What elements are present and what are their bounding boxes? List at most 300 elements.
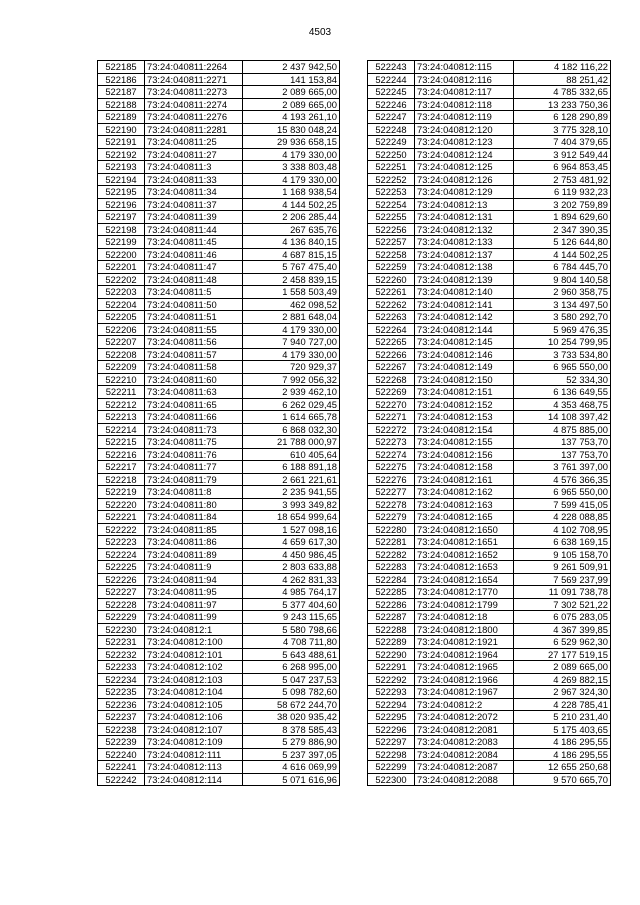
table-row bbox=[98, 686, 340, 699]
cadastral-value: 4 985 764,17 bbox=[243, 586, 340, 599]
row-number: 522255 bbox=[368, 211, 415, 224]
table-row bbox=[368, 198, 611, 211]
table-row bbox=[98, 561, 340, 574]
row-number: 522199 bbox=[98, 236, 145, 249]
cadastral-value: 4 228 088,85 bbox=[514, 511, 611, 524]
table-row bbox=[368, 748, 611, 761]
row-number: 522273 bbox=[368, 436, 415, 449]
cadastral-number: 73:24:040811:76 bbox=[145, 448, 243, 461]
cadastral-value: 2 458 839,15 bbox=[243, 273, 340, 286]
table-row bbox=[368, 623, 611, 636]
cadastral-value: 7 404 379,65 bbox=[514, 136, 611, 149]
table-row bbox=[368, 261, 611, 274]
table-row bbox=[368, 323, 611, 336]
row-number: 522271 bbox=[368, 411, 415, 424]
cadastral-value: 27 177 519,15 bbox=[514, 648, 611, 661]
table-row bbox=[368, 161, 611, 174]
row-number: 522290 bbox=[368, 648, 415, 661]
cadastral-value: 6 119 932,23 bbox=[514, 186, 611, 199]
table-row bbox=[98, 511, 340, 524]
cadastral-value: 3 912 549,44 bbox=[514, 148, 611, 161]
table-row bbox=[98, 136, 340, 149]
cadastral-value: 9 804 140,58 bbox=[514, 273, 611, 286]
cadastral-number: 73:24:040811:9 bbox=[145, 561, 243, 574]
cadastral-value: 5 047 237,53 bbox=[243, 673, 340, 686]
row-number: 522226 bbox=[98, 573, 145, 586]
cadastral-number: 73:24:040812:1966 bbox=[415, 673, 514, 686]
row-number: 522291 bbox=[368, 661, 415, 674]
cadastral-number: 73:24:040812:119 bbox=[415, 111, 514, 124]
row-number: 522288 bbox=[368, 623, 415, 636]
cadastral-value: 2 803 633,88 bbox=[243, 561, 340, 574]
cadastral-value: 4 450 986,45 bbox=[243, 548, 340, 561]
table-row bbox=[98, 723, 340, 736]
row-number: 522200 bbox=[98, 248, 145, 261]
cadastral-value: 6 964 853,45 bbox=[514, 161, 611, 174]
row-number: 522220 bbox=[98, 498, 145, 511]
row-number: 522276 bbox=[368, 473, 415, 486]
row-number: 522286 bbox=[368, 598, 415, 611]
cadastral-number: 73:24:040812:2083 bbox=[415, 736, 514, 749]
cadastral-value: 4 186 295,55 bbox=[514, 748, 611, 761]
row-number: 522298 bbox=[368, 748, 415, 761]
cadastral-number: 73:24:040811:84 bbox=[145, 511, 243, 524]
cadastral-number: 73:24:040812:152 bbox=[415, 398, 514, 411]
cadastral-value: 141 153,84 bbox=[243, 73, 340, 86]
table-row bbox=[98, 461, 340, 474]
cadastral-number: 73:24:040812:141 bbox=[415, 298, 514, 311]
row-number: 522187 bbox=[98, 86, 145, 99]
row-number: 522195 bbox=[98, 186, 145, 199]
cadastral-number: 73:24:040812:138 bbox=[415, 261, 514, 274]
cadastral-value: 4 144 502,25 bbox=[243, 198, 340, 211]
cadastral-number: 73:24:040811:60 bbox=[145, 373, 243, 386]
table-row bbox=[98, 773, 340, 786]
cadastral-value: 9 105 158,70 bbox=[514, 548, 611, 561]
table-row bbox=[98, 211, 340, 224]
row-number: 522269 bbox=[368, 386, 415, 399]
cadastral-value: 4 269 882,15 bbox=[514, 673, 611, 686]
cadastral-number: 73:24:040811:39 bbox=[145, 211, 243, 224]
row-number: 522206 bbox=[98, 323, 145, 336]
cadastral-number: 73:24:040812:100 bbox=[145, 636, 243, 649]
table-row bbox=[98, 361, 340, 374]
table-row bbox=[368, 486, 611, 499]
row-number: 522243 bbox=[368, 61, 415, 74]
cadastral-value: 38 020 935,42 bbox=[243, 711, 340, 724]
row-number: 522213 bbox=[98, 411, 145, 424]
table-row bbox=[98, 373, 340, 386]
cadastral-value: 6 188 891,18 bbox=[243, 461, 340, 474]
row-number: 522265 bbox=[368, 336, 415, 349]
table-row bbox=[368, 711, 611, 724]
cadastral-value: 6 784 445,70 bbox=[514, 261, 611, 274]
row-number: 522225 bbox=[98, 561, 145, 574]
table-row bbox=[98, 423, 340, 436]
cadastral-value: 2 089 665,00 bbox=[243, 98, 340, 111]
cadastral-number: 73:24:040811:50 bbox=[145, 298, 243, 311]
row-number: 522228 bbox=[98, 598, 145, 611]
cadastral-number: 73:24:040812:145 bbox=[415, 336, 514, 349]
table-row bbox=[98, 736, 340, 749]
table-row bbox=[368, 448, 611, 461]
table-row bbox=[98, 698, 340, 711]
row-number: 522218 bbox=[98, 473, 145, 486]
row-number: 522205 bbox=[98, 311, 145, 324]
cadastral-value: 3 338 803,48 bbox=[243, 161, 340, 174]
cadastral-value: 9 261 509,91 bbox=[514, 561, 611, 574]
row-number: 522190 bbox=[98, 123, 145, 136]
table-row bbox=[368, 736, 611, 749]
row-number: 522287 bbox=[368, 611, 415, 624]
row-number: 522193 bbox=[98, 161, 145, 174]
table-row bbox=[98, 286, 340, 299]
table-row bbox=[98, 161, 340, 174]
cadastral-number: 73:24:040811:27 bbox=[145, 148, 243, 161]
table-row bbox=[368, 686, 611, 699]
cadastral-number: 73:24:040811:2264 bbox=[145, 61, 243, 74]
cadastral-number: 73:24:040812:2081 bbox=[415, 723, 514, 736]
cadastral-number: 73:24:040812:116 bbox=[415, 73, 514, 86]
cadastral-value: 4 875 885,00 bbox=[514, 423, 611, 436]
cadastral-number: 73:24:040811:3 bbox=[145, 161, 243, 174]
cadastral-number: 73:24:040811:8 bbox=[145, 486, 243, 499]
table-row bbox=[98, 673, 340, 686]
table-row bbox=[98, 123, 340, 136]
table-row bbox=[98, 86, 340, 99]
table-row bbox=[368, 386, 611, 399]
cadastral-value: 5 279 886,90 bbox=[243, 736, 340, 749]
row-number: 522240 bbox=[98, 748, 145, 761]
row-number: 522185 bbox=[98, 61, 145, 74]
table-row bbox=[368, 148, 611, 161]
cadastral-value: 9 570 665,70 bbox=[514, 773, 611, 786]
table-row bbox=[368, 248, 611, 261]
cadastral-value: 2 939 462,10 bbox=[243, 386, 340, 399]
row-number: 522249 bbox=[368, 136, 415, 149]
table-row bbox=[98, 661, 340, 674]
cadastral-value: 5 175 403,65 bbox=[514, 723, 611, 736]
cadastral-value: 4 367 399,85 bbox=[514, 623, 611, 636]
row-number: 522212 bbox=[98, 398, 145, 411]
cadastral-value: 7 569 237,99 bbox=[514, 573, 611, 586]
cadastral-number: 73:24:040812:129 bbox=[415, 186, 514, 199]
table-row bbox=[98, 398, 340, 411]
cadastral-number: 73:24:040811:58 bbox=[145, 361, 243, 374]
row-number: 522231 bbox=[98, 636, 145, 649]
cadastral-value: 5 643 488,61 bbox=[243, 648, 340, 661]
cadastral-value: 7 302 521,22 bbox=[514, 598, 611, 611]
row-number: 522262 bbox=[368, 298, 415, 311]
cadastral-number: 73:24:040811:46 bbox=[145, 248, 243, 261]
cadastral-value: 5 969 476,35 bbox=[514, 323, 611, 336]
table-row bbox=[98, 548, 340, 561]
cadastral-number: 73:24:040812:125 bbox=[415, 161, 514, 174]
table-row bbox=[368, 536, 611, 549]
row-number: 522263 bbox=[368, 311, 415, 324]
cadastral-value: 7 940 727,00 bbox=[243, 336, 340, 349]
cadastral-number: 73:24:040812:118 bbox=[415, 98, 514, 111]
cadastral-value: 2 960 358,75 bbox=[514, 286, 611, 299]
cadastral-number: 73:24:040811:51 bbox=[145, 311, 243, 324]
cadastral-number: 73:24:040812:149 bbox=[415, 361, 514, 374]
cadastral-number: 73:24:040811:85 bbox=[145, 523, 243, 536]
row-number: 522196 bbox=[98, 198, 145, 211]
cadastral-number: 73:24:040811:75 bbox=[145, 436, 243, 449]
table-row bbox=[368, 548, 611, 561]
cadastral-number: 73:24:040812:2087 bbox=[415, 761, 514, 774]
row-number: 522293 bbox=[368, 686, 415, 699]
cadastral-value: 462 098,52 bbox=[243, 298, 340, 311]
cadastral-number: 73:24:040812:151 bbox=[415, 386, 514, 399]
cadastral-value: 52 334,30 bbox=[514, 373, 611, 386]
row-number: 522254 bbox=[368, 198, 415, 211]
table-row bbox=[98, 611, 340, 624]
cadastral-value: 2 347 390,35 bbox=[514, 223, 611, 236]
cadastral-number: 73:24:040812:1964 bbox=[415, 648, 514, 661]
cadastral-value: 6 529 962,30 bbox=[514, 636, 611, 649]
table-row bbox=[98, 261, 340, 274]
cadastral-number: 73:24:040811:77 bbox=[145, 461, 243, 474]
row-number: 522223 bbox=[98, 536, 145, 549]
table-row bbox=[98, 623, 340, 636]
register-table-right bbox=[367, 60, 611, 786]
cadastral-number: 73:24:040811:5 bbox=[145, 286, 243, 299]
row-number: 522297 bbox=[368, 736, 415, 749]
cadastral-number: 73:24:040812:156 bbox=[415, 448, 514, 461]
cadastral-number: 73:24:040812:1652 bbox=[415, 548, 514, 561]
row-number: 522285 bbox=[368, 586, 415, 599]
cadastral-value: 1 527 098,16 bbox=[243, 523, 340, 536]
cadastral-number: 73:24:040812:1651 bbox=[415, 536, 514, 549]
row-number: 522239 bbox=[98, 736, 145, 749]
cadastral-number: 73:24:040811:55 bbox=[145, 323, 243, 336]
cadastral-number: 73:24:040812:155 bbox=[415, 436, 514, 449]
table-row bbox=[98, 586, 340, 599]
cadastral-number: 73:24:040811:44 bbox=[145, 223, 243, 236]
row-number: 522294 bbox=[368, 698, 415, 711]
table-row bbox=[368, 636, 611, 649]
table-row bbox=[368, 311, 611, 324]
cadastral-number: 73:24:040812:2072 bbox=[415, 711, 514, 724]
cadastral-number: 73:24:040812:131 bbox=[415, 211, 514, 224]
table-row bbox=[98, 248, 340, 261]
row-number: 522210 bbox=[98, 373, 145, 386]
cadastral-value: 8 378 585,43 bbox=[243, 723, 340, 736]
row-number: 522202 bbox=[98, 273, 145, 286]
row-number: 522266 bbox=[368, 348, 415, 361]
row-number: 522222 bbox=[98, 523, 145, 536]
cadastral-value: 6 128 290,89 bbox=[514, 111, 611, 124]
row-number: 522277 bbox=[368, 486, 415, 499]
table-row bbox=[368, 111, 611, 124]
table-row bbox=[368, 461, 611, 474]
cadastral-value: 6 268 995,00 bbox=[243, 661, 340, 674]
cadastral-value: 3 202 759,89 bbox=[514, 198, 611, 211]
cadastral-value: 4 193 261,10 bbox=[243, 111, 340, 124]
row-number: 522219 bbox=[98, 486, 145, 499]
cadastral-value: 6 075 283,05 bbox=[514, 611, 611, 624]
cadastral-value: 6 136 649,55 bbox=[514, 386, 611, 399]
register-table-left bbox=[97, 60, 340, 786]
cadastral-value: 4 144 502,25 bbox=[514, 248, 611, 261]
cadastral-value: 5 767 475,40 bbox=[243, 261, 340, 274]
cadastral-number: 73:24:040812:117 bbox=[415, 86, 514, 99]
row-number: 522208 bbox=[98, 348, 145, 361]
row-number: 522292 bbox=[368, 673, 415, 686]
table-row bbox=[368, 86, 611, 99]
cadastral-value: 11 091 738,78 bbox=[514, 586, 611, 599]
table-row bbox=[98, 311, 340, 324]
table-row bbox=[98, 473, 340, 486]
cadastral-value: 3 580 292,70 bbox=[514, 311, 611, 324]
cadastral-number: 73:24:040811:47 bbox=[145, 261, 243, 274]
table-row bbox=[98, 598, 340, 611]
table-row bbox=[368, 373, 611, 386]
row-number: 522259 bbox=[368, 261, 415, 274]
table-row bbox=[98, 73, 340, 86]
cadastral-number: 73:24:040812:1650 bbox=[415, 523, 514, 536]
cadastral-number: 73:24:040811:66 bbox=[145, 411, 243, 424]
table-row bbox=[368, 423, 611, 436]
table-row bbox=[368, 398, 611, 411]
row-number: 522238 bbox=[98, 723, 145, 736]
table-row bbox=[368, 473, 611, 486]
row-number: 522258 bbox=[368, 248, 415, 261]
cadastral-number: 73:24:040812:142 bbox=[415, 311, 514, 324]
row-number: 522191 bbox=[98, 136, 145, 149]
cadastral-value: 7 992 056,32 bbox=[243, 373, 340, 386]
cadastral-number: 73:24:040812:153 bbox=[415, 411, 514, 424]
row-number: 522252 bbox=[368, 173, 415, 186]
table-row bbox=[368, 273, 611, 286]
cadastral-number: 73:24:040812:105 bbox=[145, 698, 243, 711]
cadastral-value: 5 071 616,96 bbox=[243, 773, 340, 786]
cadastral-number: 73:24:040812:113 bbox=[145, 761, 243, 774]
table-row bbox=[98, 486, 340, 499]
row-number: 522209 bbox=[98, 361, 145, 374]
row-number: 522274 bbox=[368, 448, 415, 461]
table-row bbox=[98, 148, 340, 161]
cadastral-number: 73:24:040812:107 bbox=[145, 723, 243, 736]
row-number: 522227 bbox=[98, 586, 145, 599]
cadastral-value: 720 929,37 bbox=[243, 361, 340, 374]
cadastral-number: 73:24:040812:137 bbox=[415, 248, 514, 261]
table-row bbox=[368, 511, 611, 524]
row-number: 522234 bbox=[98, 673, 145, 686]
table-row bbox=[98, 348, 340, 361]
cadastral-number: 73:24:040811:89 bbox=[145, 548, 243, 561]
cadastral-value: 3 134 497,50 bbox=[514, 298, 611, 311]
row-number: 522284 bbox=[368, 573, 415, 586]
cadastral-number: 73:24:040812:124 bbox=[415, 148, 514, 161]
row-number: 522188 bbox=[98, 98, 145, 111]
table-row bbox=[368, 498, 611, 511]
table-row bbox=[368, 211, 611, 224]
cadastral-number: 73:24:040812:139 bbox=[415, 273, 514, 286]
cadastral-number: 73:24:040811:2273 bbox=[145, 86, 243, 99]
table-row bbox=[98, 186, 340, 199]
cadastral-number: 73:24:040812:1800 bbox=[415, 623, 514, 636]
cadastral-value: 29 936 658,15 bbox=[243, 136, 340, 149]
cadastral-value: 267 635,76 bbox=[243, 223, 340, 236]
cadastral-number: 73:24:040812:109 bbox=[145, 736, 243, 749]
cadastral-value: 137 753,70 bbox=[514, 448, 611, 461]
cadastral-number: 73:24:040811:65 bbox=[145, 398, 243, 411]
table-row bbox=[368, 136, 611, 149]
row-number: 522216 bbox=[98, 448, 145, 461]
row-number: 522232 bbox=[98, 648, 145, 661]
row-number: 522256 bbox=[368, 223, 415, 236]
cadastral-value: 15 830 048,24 bbox=[243, 123, 340, 136]
cadastral-number: 73:24:040812:162 bbox=[415, 486, 514, 499]
table-row bbox=[98, 236, 340, 249]
cadastral-number: 73:24:040812:104 bbox=[145, 686, 243, 699]
row-number: 522247 bbox=[368, 111, 415, 124]
cadastral-value: 1 168 938,54 bbox=[243, 186, 340, 199]
table-row bbox=[368, 286, 611, 299]
table-row bbox=[98, 498, 340, 511]
row-number: 522260 bbox=[368, 273, 415, 286]
table-row bbox=[368, 98, 611, 111]
cadastral-value: 5 377 404,60 bbox=[243, 598, 340, 611]
cadastral-number: 73:24:040812:1921 bbox=[415, 636, 514, 649]
cadastral-value: 3 761 397,00 bbox=[514, 461, 611, 474]
table-row bbox=[368, 698, 611, 711]
table-row bbox=[98, 523, 340, 536]
row-number: 522250 bbox=[368, 148, 415, 161]
cadastral-number: 73:24:040812:101 bbox=[145, 648, 243, 661]
table-row bbox=[368, 186, 611, 199]
row-number: 522237 bbox=[98, 711, 145, 724]
page-number: 4503 bbox=[308, 27, 332, 38]
table-row bbox=[368, 223, 611, 236]
cadastral-number: 73:24:040812:126 bbox=[415, 173, 514, 186]
row-number: 522211 bbox=[98, 386, 145, 399]
table-row bbox=[368, 173, 611, 186]
cadastral-value: 3 775 328,10 bbox=[514, 123, 611, 136]
table-row bbox=[98, 323, 340, 336]
table-row bbox=[98, 386, 340, 399]
table-row bbox=[98, 748, 340, 761]
row-number: 522192 bbox=[98, 148, 145, 161]
cadastral-value: 6 965 550,00 bbox=[514, 361, 611, 374]
table-row bbox=[368, 236, 611, 249]
cadastral-number: 73:24:040811:25 bbox=[145, 136, 243, 149]
row-number: 522203 bbox=[98, 286, 145, 299]
table-row bbox=[368, 573, 611, 586]
row-number: 522245 bbox=[368, 86, 415, 99]
table-row bbox=[368, 523, 611, 536]
row-number: 522278 bbox=[368, 498, 415, 511]
cadastral-number: 73:24:040811:63 bbox=[145, 386, 243, 399]
cadastral-number: 73:24:040811:2274 bbox=[145, 98, 243, 111]
table-row bbox=[368, 436, 611, 449]
cadastral-number: 73:24:040812:1654 bbox=[415, 573, 514, 586]
table-row bbox=[98, 298, 340, 311]
cadastral-number: 73:24:040812:2 bbox=[415, 698, 514, 711]
table-row bbox=[98, 573, 340, 586]
cadastral-value: 4 186 295,55 bbox=[514, 736, 611, 749]
table-row bbox=[368, 411, 611, 424]
cadastral-value: 6 638 169,15 bbox=[514, 536, 611, 549]
cadastral-value: 4 687 815,15 bbox=[243, 248, 340, 261]
table-row bbox=[368, 73, 611, 86]
cadastral-value: 2 967 324,30 bbox=[514, 686, 611, 699]
cadastral-number: 73:24:040812:115 bbox=[415, 61, 514, 74]
row-number: 522236 bbox=[98, 698, 145, 711]
cadastral-value: 4 228 785,41 bbox=[514, 698, 611, 711]
